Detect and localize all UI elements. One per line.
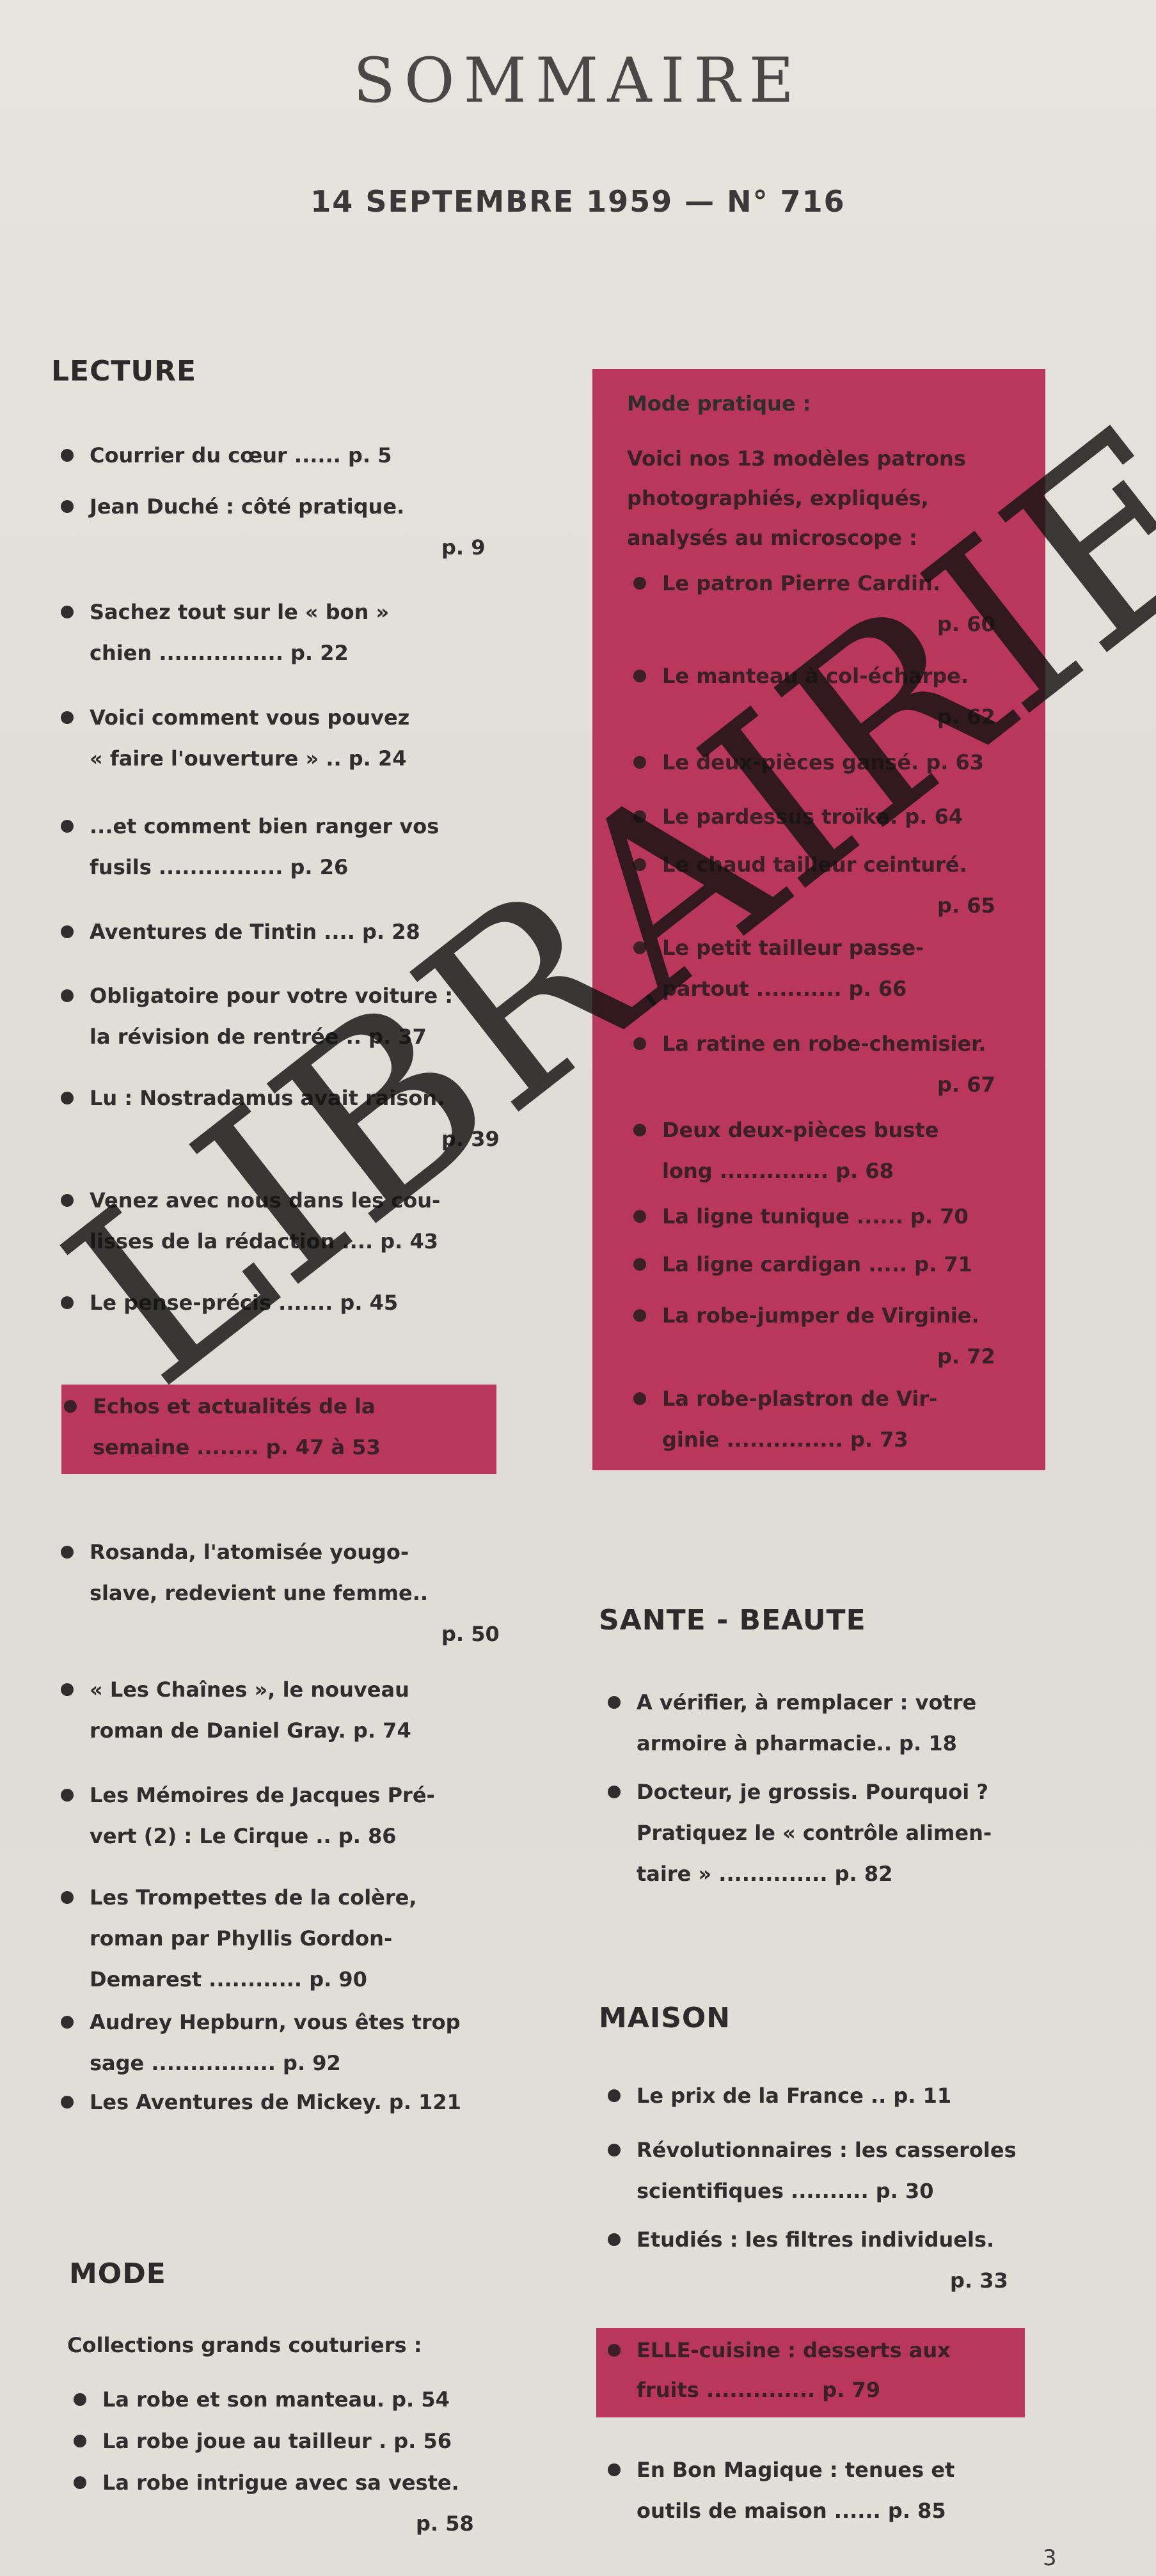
bullet-icon: [633, 577, 646, 590]
bullet-icon: [608, 1786, 621, 1798]
bullet-icon: [61, 1194, 74, 1207]
bullet-icon: [61, 989, 74, 1002]
lecture-entry-line: [90, 1877, 417, 1918]
bullet-icon: [61, 711, 74, 724]
entry-text: slave, redevient une femme..: [90, 1581, 429, 1605]
entry-text: roman de Daniel Gray. p. 74: [90, 1718, 411, 1743]
entry-text: La robe intrigue avec sa veste.: [102, 2470, 459, 2495]
bullet-icon: [633, 1258, 646, 1271]
echos-line: [93, 1386, 376, 1427]
lecture-entry-line: [90, 2002, 461, 2043]
entry-text: Echos et actualités de la: [93, 1394, 376, 1418]
lecture-entry-line: [90, 1959, 367, 2000]
bullet-icon: [61, 500, 74, 513]
page-reference: p. 58: [416, 2511, 474, 2536]
entry-text: Le patron Pierre Cardin.: [662, 571, 940, 595]
cuisine-line: [637, 2330, 951, 2371]
page-reference: p. 65: [937, 893, 995, 918]
bullet-icon: [61, 2096, 74, 2109]
entry-text: Etudiés : les filtres individuels.: [637, 2227, 995, 2252]
sante-entry-line: [637, 1812, 992, 1853]
entry-text: ...et comment bien ranger vos: [90, 814, 439, 838]
bullet-icon: [608, 2144, 621, 2156]
bullet-icon: [61, 925, 74, 938]
entry-text: semaine ........ p. 47 à 53: [93, 1435, 381, 1459]
lecture-entry-line: [90, 2082, 461, 2123]
mode-entry-line: [102, 2421, 452, 2462]
entry-text: Sachez tout sur le « bon »: [90, 600, 390, 624]
entry-text: En Bon Magique : tenues et: [637, 2458, 955, 2482]
mode-pratique-heading: Mode pratique :: [627, 391, 811, 416]
page-reference: p. 33: [950, 2268, 1008, 2293]
mode-pratique-entry-line: [662, 563, 940, 604]
page-title: SOMMAIRE: [353, 45, 803, 116]
bullet-icon: [74, 2476, 86, 2489]
entry-text: Pratiquez le « contrôle alimen-: [637, 1821, 992, 1845]
entry-text: Deux deux-pièces buste: [662, 1118, 939, 1142]
entry-text: A vérifier, à remplacer : votre: [637, 1690, 977, 1715]
entry-text: La robe et son manteau. p. 54: [102, 2387, 450, 2412]
entry-text: chien ................ p. 22: [90, 641, 349, 665]
lecture-entry-line: [90, 1078, 445, 1119]
lecture-entry-line: [90, 806, 439, 847]
section-heading-sante-beaute: SANTE - BEAUTE: [599, 1604, 866, 1637]
mode-pratique-entry-line: [937, 696, 995, 737]
bullet-icon: [633, 810, 646, 823]
sante-entry-line: [637, 1853, 892, 1894]
mode-pratique-entry-line: [937, 604, 995, 645]
lecture-entry-line: [441, 1119, 500, 1159]
lecture-entry-line: [90, 975, 453, 1016]
mode-pratique-entry-line: [662, 1244, 972, 1285]
bullet-icon: [608, 2089, 621, 2102]
maison-entry-line: [950, 2260, 1008, 2301]
bullet-icon: [608, 2344, 621, 2357]
entry-text: Rosanda, l'atomisée yougo-: [90, 1540, 409, 1564]
mode-pratique-entry-line: [937, 1064, 995, 1105]
lecture-entry-line: [90, 697, 409, 738]
entry-text: Le pense-précis ....... p. 45: [90, 1291, 399, 1315]
section-heading-mode: MODE: [69, 2258, 166, 2290]
page-reference: p. 60: [937, 612, 995, 636]
mode-entry-line: [416, 2503, 474, 2544]
bullet-icon: [64, 1400, 77, 1413]
mode-pratique-entry-line: [662, 1151, 894, 1191]
sante-entry-line: [637, 1682, 976, 1723]
page-reference: p. 39: [441, 1127, 500, 1151]
entry-text: La ligne cardigan ..... p. 71: [662, 1252, 972, 1276]
entry-text: partout ........... p. 66: [662, 977, 907, 1001]
section-heading-maison: MAISON: [599, 2002, 731, 2034]
bullet-icon: [633, 1309, 646, 1322]
lecture-entry-line: [90, 1816, 397, 1857]
mode-pratique-intro-line: [627, 478, 929, 519]
bullet-icon: [633, 670, 646, 682]
echos-line: [93, 1427, 381, 1468]
sante-entry-line: [637, 1771, 988, 1812]
entry-text: « faire l'ouverture » .. p. 24: [90, 746, 407, 771]
maison-entry-line: [637, 2130, 1017, 2171]
bullet-icon: [608, 2463, 621, 2476]
entry-text: Les Aventures de Mickey. p. 121: [90, 2090, 461, 2114]
entry-text: Le deux-pièces gansé. p. 63: [662, 750, 985, 774]
bullet-icon: [633, 1392, 646, 1405]
lecture-entry-line: [90, 592, 389, 632]
entry-text: Le chaud tailleur ceinturé.: [662, 852, 967, 877]
maison-entry-line: [637, 2171, 933, 2211]
bullet-icon: [633, 1037, 646, 1050]
entry-text: « Les Chaînes », le nouveau: [90, 1677, 409, 1702]
entry-text: Le petit tailleur passe-: [662, 936, 924, 960]
lecture-entry-line: [90, 1532, 409, 1573]
lecture-entry-line: [90, 738, 407, 779]
bullet-icon: [61, 2016, 74, 2029]
lecture-entry-line: [90, 1918, 392, 1959]
lecture-entry-line: [90, 486, 404, 527]
lecture-entry-line: [441, 527, 485, 568]
entry-text: Demarest ............ p. 90: [90, 1967, 367, 1991]
entry-text: Docteur, je grossis. Pourquoi ?: [637, 1780, 988, 1804]
entry-text: La robe-plastron de Vir-: [662, 1386, 938, 1411]
mode-pratique-intro-line: [627, 438, 966, 479]
entry-text: Le prix de la France .. p. 11: [637, 2084, 952, 2108]
mode-pratique-entry-line: [662, 1110, 938, 1151]
bullet-icon: [633, 858, 646, 871]
entry-text: roman par Phyllis Gordon-: [90, 1926, 393, 1951]
page-number: 3: [1043, 2545, 1057, 2571]
lecture-entry-line: [90, 632, 349, 673]
bullet-icon: [61, 1683, 74, 1696]
entry-text: Lu : Nostradamus avait raison.: [90, 1086, 445, 1110]
bullet-icon: [633, 1124, 646, 1136]
bullet-icon: [608, 2233, 621, 2246]
bullet-icon: [61, 1092, 74, 1104]
lecture-entry-line: [90, 1669, 409, 1710]
entry-text: armoire à pharmacie.. p. 18: [637, 1731, 957, 1755]
lecture-entry-line: [90, 1282, 398, 1323]
mode-entry-line: [102, 2379, 450, 2420]
page-reference: p. 72: [937, 1344, 995, 1369]
entry-text: La ligne tunique ...... p. 70: [662, 1204, 969, 1229]
cuisine-line: [637, 2369, 880, 2410]
entry-text: lisses de la rédaction .... p. 43: [90, 1229, 438, 1253]
maison-entry-line: [637, 2075, 951, 2116]
entry-text: Jean Duché : côté pratique.: [90, 494, 405, 519]
lecture-entry-line: [90, 1710, 411, 1751]
mode-pratique-entry-line: [662, 1295, 979, 1336]
entry-text: analysés au microscope :: [627, 526, 917, 550]
bullet-icon: [633, 756, 646, 769]
sante-entry-line: [637, 1723, 957, 1764]
issue-date: 14 SEPTEMBRE 1959 — N° 716: [310, 184, 846, 219]
section-heading-lecture: LECTURE: [51, 355, 197, 388]
mode-pratique-entry-line: [662, 1419, 908, 1460]
bullet-icon: [608, 1696, 621, 1709]
lecture-entry-line: [90, 1775, 435, 1816]
lecture-entry-line: [90, 1180, 440, 1221]
bullet-icon: [61, 606, 74, 618]
entry-text: Aventures de Tintin .... p. 28: [90, 920, 420, 944]
entry-text: scientifiques .......... p. 30: [637, 2179, 934, 2203]
page-reference: p. 50: [441, 1622, 500, 1646]
bullet-icon: [633, 1210, 646, 1223]
entry-text: Voici comment vous pouvez: [90, 705, 410, 730]
maison-entry-line: [637, 2490, 946, 2531]
mode-pratique-entry-line: [662, 927, 924, 968]
entry-text: La robe-jumper de Virginie.: [662, 1303, 979, 1328]
entry-text: taire » .............. p. 82: [637, 1862, 893, 1886]
lecture-entry-line: [441, 1614, 500, 1654]
mode-pratique-entry-line: [662, 796, 963, 837]
page-reference: p. 67: [937, 1072, 995, 1097]
entry-text: Courrier du cœur ...... p. 5: [90, 443, 392, 467]
bullet-icon: [61, 1789, 74, 1802]
entry-text: Obligatoire pour votre voiture :: [90, 984, 454, 1008]
bullet-icon: [61, 449, 74, 462]
entry-text: Le pardessus troïka. p. 64: [662, 805, 963, 829]
mode-pratique-entry-line: [662, 742, 984, 783]
lecture-entry-line: [90, 435, 392, 476]
entry-text: photographiés, expliqués,: [627, 486, 929, 510]
mode-pratique-entry-line: [662, 1378, 937, 1419]
mode-pratique-entry-line: [662, 656, 969, 696]
mode-pratique-entry-line: [662, 1196, 969, 1237]
entry-text: ginie ............... p. 73: [662, 1427, 908, 1452]
bullet-icon: [61, 1546, 74, 1559]
lecture-entry-line: [90, 1016, 427, 1057]
maison-entry-line: [637, 2219, 994, 2260]
entry-text: sage ................ p. 92: [90, 2051, 341, 2075]
bullet-icon: [61, 1296, 74, 1309]
mode-pratique-entry-line: [937, 1336, 995, 1377]
lecture-entry-line: [90, 911, 420, 952]
mode-entry-line: [102, 2462, 459, 2503]
bullet-icon: [633, 941, 646, 954]
bullet-icon: [61, 1891, 74, 1904]
entry-text: fusils ................ p. 26: [90, 855, 349, 879]
maison-entry-line: [637, 2449, 954, 2490]
lecture-entry-line: [90, 2043, 341, 2084]
entry-text: vert (2) : Le Cirque .. p. 86: [90, 1824, 397, 1848]
entry-text: Le manteau à col-écharpe.: [662, 664, 969, 688]
mode-intro: Collections grands couturiers :: [67, 2333, 422, 2357]
bullet-icon: [74, 2435, 86, 2447]
entry-text: Audrey Hepburn, vous êtes trop: [90, 2010, 461, 2034]
page-reference: p. 62: [937, 705, 995, 729]
page-reference: p. 9: [441, 535, 486, 560]
entry-text: la révision de rentrée .. p. 37: [90, 1025, 427, 1049]
bullet-icon: [61, 820, 74, 833]
mode-pratique-entry-line: [662, 1023, 986, 1064]
lecture-entry-line: [90, 1221, 438, 1262]
entry-text: fruits .............. p. 79: [637, 2378, 880, 2402]
mode-pratique-entry-line: [662, 968, 907, 1009]
mode-pratique-entry-line: [662, 844, 967, 885]
bullet-icon: [74, 2393, 86, 2406]
mode-pratique-entry-line: [937, 885, 995, 926]
mode-pratique-intro-line: [627, 517, 917, 558]
entry-text: La robe joue au tailleur . p. 56: [102, 2429, 452, 2453]
entry-text: Révolutionnaires : les casseroles: [637, 2138, 1017, 2162]
entry-text: Venez avec nous dans les cou-: [90, 1188, 441, 1213]
entry-text: Les Trompettes de la colère,: [90, 1885, 417, 1910]
entry-text: outils de maison ...... p. 85: [637, 2499, 946, 2523]
entry-text: Les Mémoires de Jacques Pré-: [90, 1783, 435, 1807]
entry-text: La ratine en robe-chemisier.: [662, 1032, 986, 1056]
entry-text: long .............. p. 68: [662, 1159, 894, 1183]
entry-text: ELLE-cuisine : desserts aux: [637, 2338, 951, 2362]
entry-text: Voici nos 13 modèles patrons: [627, 446, 966, 471]
lecture-entry-line: [90, 1573, 428, 1614]
lecture-entry-line: [90, 847, 348, 888]
